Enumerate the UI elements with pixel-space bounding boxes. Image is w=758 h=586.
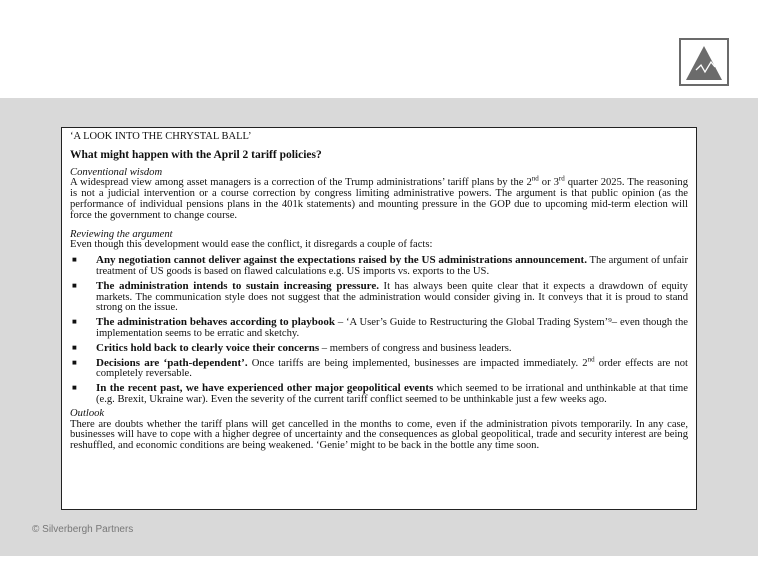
review-heading: Reviewing the argument xyxy=(70,228,173,240)
facts-list xyxy=(70,255,688,406)
fact-item: ■ The administration behaves according to playbook – ‘A User’s Guide to Restructuring the Global Trading System’⁹– even though the implementation seems to be erratic and sketchy. xyxy=(72,316,689,339)
bullet-icon: ■ xyxy=(72,255,77,265)
review-intro: Even though this development would ease the conflict, it disregards a couple of facts: xyxy=(70,239,433,251)
content-card xyxy=(61,127,697,510)
fact-item: ■ Decisions are ‘path-dependent’. Once tariffs are being implemented, businesses are impacted immediately. 2nd order effects are not completely reversable. xyxy=(72,355,688,380)
bullet-icon: ■ xyxy=(72,357,77,367)
fact-item: ■ Critics hold back to clearly voice their concerns – members of congress and business leaders. xyxy=(72,341,512,354)
mountain-logo-icon xyxy=(684,43,724,81)
bullet-icon: ■ xyxy=(72,342,77,352)
outlook-paragraph: There are doubts whether the tariff plans will get cancelled in the months to come, even if the administration pivots temporarily. In any case, businesses will have to cope with a higher degree of uncertainty and the consequences as global geopolitical, trade and security interest are being reshuffled, and economic conditions are being weakened. ‘Genie’ might to be back in the bottle any time soon. xyxy=(70,418,688,452)
fact-item: ■ The administration intends to sustain increasing pressure. It has always been quite clear that it expects a drawdown of equity markets. The communication style does not suggest that the administration would consider giving in. It conveys that it is proud to stand strong on the issue. xyxy=(72,279,688,314)
outlook-heading: Outlook xyxy=(70,407,105,419)
bullet-icon: ■ xyxy=(72,317,77,327)
fact-item: ■ In the recent past, we have experienced other major geopolitical events which seemed to be irrational and unthinkable at that time (e.g. Brexit, Ukraine war). Even the severity of the current tariff conflict seemed to be unthinkable just a few weeks ago. xyxy=(72,382,688,405)
bullet-icon: ■ xyxy=(72,383,77,393)
kicker: ‘A LOOK INTO THE CHRYSTAL BALL’ xyxy=(70,131,252,142)
headline: What might happen with the April 2 tariff policies? xyxy=(70,148,322,161)
bullet-icon: ■ xyxy=(72,280,77,290)
conventional-paragraph: A widespread view among asset managers is a correction of the Trump administrations’ tariff plans by the 2nd or 3rd quarter 2025. The reasoning is not a judicial intervention or a course correction by congress limiting administrative powers. The argument is that public opinion (as the performance of individual pensions plans in the 401k statements) and mounting pressure in the GOP due to upcoming mid-term election will force the government to change course. xyxy=(70,174,689,221)
conventional-heading: Conventional wisdom xyxy=(70,166,163,178)
mountain-logo xyxy=(679,38,729,86)
fact-item: ■ Any negotiation cannot deliver against the expectations raised by the US administrations announcement. The argument of unfair treatment of US goods is based on flawed calculations e.g. US imports vs. exports to the US. xyxy=(72,254,688,277)
copyright-footer: © Silverbergh Partners xyxy=(32,524,134,535)
